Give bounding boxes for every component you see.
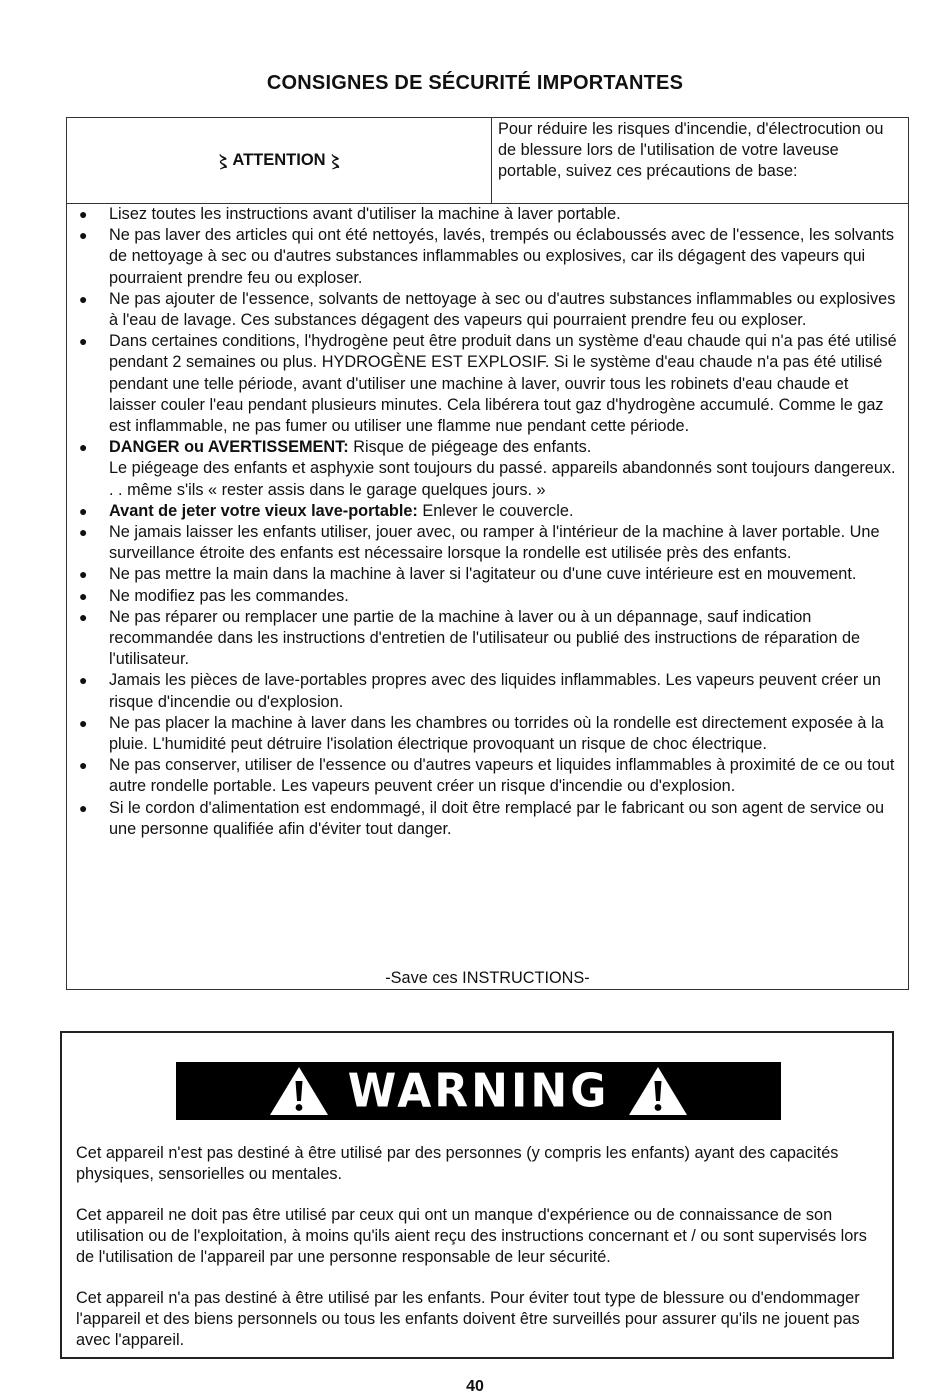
list-item: ● Ne pas laver des articles qui ont été nettoyés, lavés, trempés ou éclaboussés avec de l'essence, les solvants de nettoyage à sec ou d'autres substances inflammables ou explosives, car ils dégagent des vapeurs qui pourraient prendre feu ou exploser. (79, 226, 895, 287)
bullet-icon: ● (79, 290, 88, 307)
bullet-icon: ● (79, 799, 88, 816)
bullet-icon: ● (79, 502, 88, 519)
list-item: ● Jamais les pièces de lave-portables propres avec des liquides inflammables. Les vapeurs peuvent créer un risque d'incendie ou d'explosion. (79, 671, 881, 711)
save-instructions-note: -Save ces INSTRUCTIONS- (385, 969, 590, 987)
warning-label: WARNING (347, 1064, 610, 1118)
list-item: ● Ne modifiez pas les commandes. (67, 586, 907, 607)
list-item: ● DANGER ou AVERTISSEMENT: Risque de piégeage des enfants. Le piégeage des enfants et asphyxie sont toujours du passé. appareils abandonnés sont toujours dangereux. . . même s'ils « rester assis dans le garage quelques jours. » (79, 438, 896, 499)
attention-cell (67, 118, 492, 203)
list-item: ● Ne pas mettre la main dans la machine à laver si l'agitateur ou d'une cuve intérieure est en mouvement. (67, 564, 907, 585)
page-number: 40 (466, 1378, 484, 1395)
bullet-icon: ● (79, 672, 88, 689)
warning-banner (176, 1062, 781, 1120)
lightning-bolt-icon: 〻 (214, 153, 232, 172)
bullet-icon: ● (79, 333, 88, 350)
page-title: CONSIGNES DE SÉCURITÉ IMPORTANTES (266, 72, 684, 94)
warning-box (60, 1031, 894, 1359)
bullet-icon: ● (79, 608, 88, 625)
list-item: ● Ne pas réparer ou remplacer une partie de la machine à laver ou à un dépannage, sauf indication recommandée dans les instructions d'entretien de l'utilisateur ou publié des instructions de réparation de l'utilisateur. (79, 607, 861, 669)
attention-label: ATTENTION (232, 151, 326, 169)
bullet-icon: ● (79, 566, 88, 583)
bullet-icon: ● (79, 587, 88, 604)
safety-instructions-box (66, 117, 909, 990)
warning-paragraph: Cet appareil n'est pas destiné à être utilisé par des personnes (y compris les enfants) ayant des capacités physiques, sensorielles ou mentales. (76, 1144, 839, 1183)
bullet-icon: ● (79, 757, 88, 774)
bullet-icon: ● (79, 227, 88, 244)
safety-rules-list (67, 204, 907, 840)
list-item: ● Si le cordon d'alimentation est endommagé, il doit être remplacé par le fabricant ou son agent de service ou une personne qualifiée afin d'éviter tout danger. (79, 798, 885, 838)
list-item: ● Ne jamais laisser les enfants utiliser, jouer avec, ou ramper à l'intérieur de la machine à laver portable. Une surveillance étroite des enfants est nécessaire lorsque la rondelle est utilisée près des enfants. (79, 523, 880, 563)
list-item: ● Avant de jeter votre vieux lave-portable: Enlever le couvercle. (67, 501, 907, 522)
bullet-icon: ● (79, 439, 88, 456)
list-item: ● Ne pas ajouter de l'essence, solvants de nettoyage à sec ou d'autres substances inflammables ou explosives à l'eau de lavage. Ces substances dégagent des vapeurs qui pourraient prendre feu ou exploser. (79, 289, 896, 330)
warning-paragraph: Cet appareil ne doit pas être utilisé par ceux qui ont un manque d'expérience ou de connaissance de son utilisation ou de l'exploitation, à moins qu'ils aient reçu des instructions concernant et / ou sont supervisés lors de l'utilisation de l'appareil par une personne responsable de leur sécurité. (76, 1206, 867, 1266)
list-item: ● Dans certaines conditions, l'hydrogène peut être produit dans un système d'eau chaude qui n'a pas été utilisé pendant 2 semaines ou plus. HYDROGÈNE EST EXPLOSIF. Si le système d'eau chaude n'a pas été utilisé pendant une telle période, avant d'utiliser une machine à laver, ouvrir tous les robinets d'eau chaude et laisser couler l'eau pendant plusieurs minutes. Cela libérera tout gaz d'hydrogène accumulé. Comme le gaz est inflammable, ne pas fumer ou utiliser une flamme nue pendant cette période. (79, 332, 897, 436)
warning-triangle-icon (268, 1065, 330, 1117)
bullet-icon: ● (79, 524, 88, 541)
list-item: ● Ne pas conserver, utiliser de l'essence ou d'autres vapeurs et liquides inflammables à proximité de ce ou tout autre rondelle portable. Les vapeurs peuvent créer un risque d'incendie ou d'explosion. (79, 756, 895, 796)
list-item: ● Ne pas placer la machine à laver dans les chambres ou torrides où la rondelle est directement exposée à la pluie. L'humidité peut détruire l'isolation électrique provoquant un risque de choc électrique. (79, 713, 884, 754)
list-item: ● Lisez toutes les instructions avant d'utiliser la machine à laver portable. (67, 204, 907, 225)
bullet-icon: ● (79, 206, 88, 222)
intro-text: Pour réduire les risques d'incendie, d'électrocution ou de blessure lors de l'utilisation de votre laveuse portable, suivez ces précautions de base: (498, 120, 884, 180)
warning-text (76, 1143, 876, 1371)
lightning-bolt-icon: 〻 (326, 153, 344, 172)
header-row (67, 118, 908, 204)
warning-paragraph: Cet appareil n'a pas destiné à être utilisé par les enfants. Pour éviter tout type de blessure ou d'endommager l'appareil et des biens personnels ou tous les enfants doivent être surveillés pour assurer qu'ils ne jouent pas avec l'appareil. (76, 1289, 860, 1349)
warning-triangle-icon (627, 1065, 689, 1117)
bullet-icon: ● (79, 714, 88, 731)
